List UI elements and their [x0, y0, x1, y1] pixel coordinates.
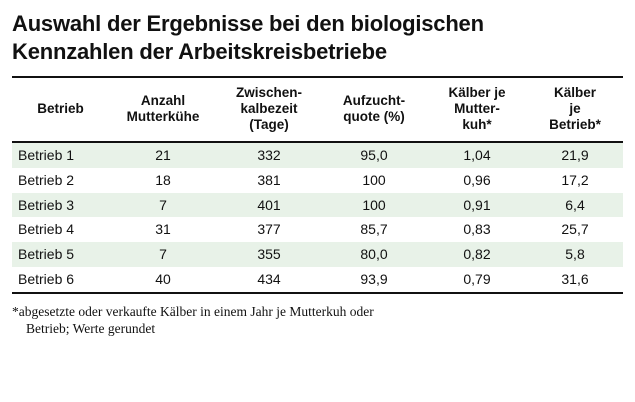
cell-anzahl: 40	[109, 267, 217, 293]
cell-aufzuchtquote: 100	[362, 171, 386, 188]
cell-zwischenkalbezeit: 332	[217, 142, 321, 168]
footnote-line-2: Betrieb; Werte gerundet	[26, 321, 156, 337]
cell-zwischenkalbezeit: 434	[217, 267, 321, 293]
page-title	[12, 10, 623, 66]
cell-zwischenkalbezeit: 355	[217, 242, 321, 267]
table-footnote	[12, 303, 623, 338]
cell-anzahl: 31	[155, 221, 171, 238]
cell-zwischenkalbezeit: 381	[257, 171, 281, 188]
page-title-line-2: Kennzahlen der Arbeitskreisbetriebe	[12, 39, 387, 65]
column-header-kaelber-je-mutterkuh: Kälber je Mutter- kuh*	[427, 77, 527, 142]
footnote-line-1: *abgesetzte oder verkaufte Kälber in einem Jahr je Mutterkuh oder	[12, 303, 374, 319]
cell-kaelber-je-mutterkuh: 0,96	[463, 171, 491, 188]
cell-betrieb: Betrieb 1	[12, 142, 109, 168]
table-row	[12, 142, 623, 168]
cell-aufzuchtquote: 85,7	[360, 221, 388, 238]
cell-betrieb: Betrieb 5	[12, 242, 109, 267]
table-header	[12, 77, 623, 142]
cell-kaelber-je-betrieb: 17,2	[561, 171, 589, 188]
cell-kaelber-je-mutterkuh: 0,79	[427, 267, 527, 293]
table-row	[12, 267, 623, 293]
cell-kaelber-je-betrieb: 6,4	[527, 193, 623, 218]
page-title-line-1: Auswahl der Ergebnisse bei den biologischen	[12, 11, 484, 36]
cell-aufzuchtquote: 95,0	[321, 142, 427, 168]
cell-kaelber-je-betrieb: 25,7	[561, 221, 589, 238]
cell-anzahl: 7	[109, 193, 217, 218]
column-header-aufzuchtquote: Aufzucht- quote (%)	[321, 77, 427, 142]
table-row	[12, 242, 623, 267]
cell-betrieb: Betrieb 3	[12, 193, 109, 218]
table-body	[12, 142, 623, 293]
table-row	[12, 193, 623, 218]
cell-kaelber-je-mutterkuh: 0,82	[427, 242, 527, 267]
cell-anzahl: 18	[155, 171, 171, 188]
cell-kaelber-je-betrieb: 21,9	[527, 142, 623, 168]
cell-kaelber-je-mutterkuh: 0,83	[463, 221, 491, 238]
cell-aufzuchtquote: 100	[321, 193, 427, 218]
cell-anzahl: 7	[109, 242, 217, 267]
cell-kaelber-je-mutterkuh: 1,04	[427, 142, 527, 168]
cell-kaelber-je-betrieb: 5,8	[527, 242, 623, 267]
cell-betrieb: Betrieb 2	[18, 171, 75, 188]
column-header-anzahl-mutterkuehe: Anzahl Mutterkühe	[109, 77, 217, 142]
cell-kaelber-je-betrieb: 31,6	[527, 267, 623, 293]
column-header-kaelber-je-betrieb: Kälber je Betrieb*	[527, 77, 623, 142]
cell-aufzuchtquote: 80,0	[321, 242, 427, 267]
cell-betrieb: Betrieb 4	[18, 221, 75, 238]
column-header-betrieb: Betrieb	[12, 77, 109, 142]
cell-aufzuchtquote: 93,9	[321, 267, 427, 293]
results-table	[12, 76, 623, 294]
cell-zwischenkalbezeit: 401	[217, 193, 321, 218]
cell-kaelber-je-mutterkuh: 0,91	[427, 193, 527, 218]
table-row	[12, 168, 623, 193]
cell-anzahl: 21	[109, 142, 217, 168]
table-header-row	[12, 77, 623, 142]
column-header-zwischenkalbezeit: Zwischen- kalbezeit (Tage)	[217, 77, 321, 142]
table-row	[12, 217, 623, 242]
cell-zwischenkalbezeit: 377	[257, 221, 281, 238]
cell-betrieb: Betrieb 6	[12, 267, 109, 293]
